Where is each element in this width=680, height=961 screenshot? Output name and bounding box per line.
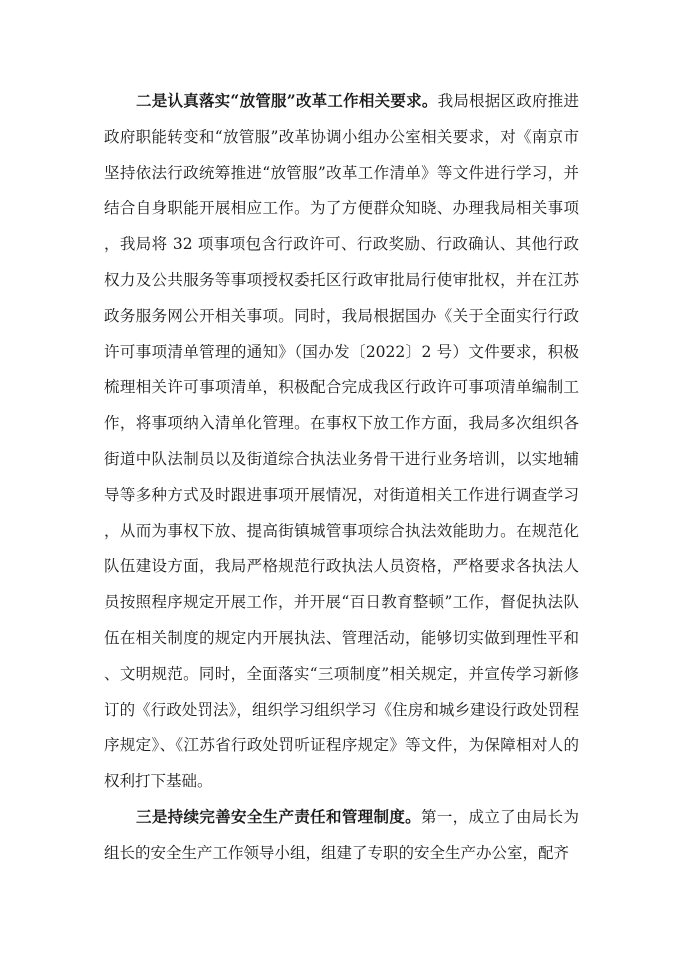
paragraph-body: 我局根据区政府推进政府职能转变和“放管服”改革协调小组办公室相关要求，对《南京市坚持依法行政统筹推进“放管服”改革工作清单》等文件进行学习，并结合自身职能开展相应工作。为了方便群众知晓、办理我局相关事项，我局将 32 项事项包含行政许可、行政奖励、行政确认、其他行政权力及公共服务等事项授权委托区行政审批局行使审批权，并在江苏政务服务网公开相关事项。同时，我局根据国办《关于全面实行行政许可事项清单管理的通知》（国办发〔2022〕2 号）文件要求，积极梳理相关许可事项清单，积极配合完成我区行政许可事项清单编制工作，将事项纳入清单化管理。在事权下放工作方面，我局多次组织各街道中队法制员以及街道综合执法业务骨干进行业务培训，以实地辅导等多种方式及时跟进事项开展情况，对街道相关工作进行调查学习，从而为事权下放、提高街镇城管事项综合执法效能助力。在规范化队伍建设方面，我局严格规范行政执法人员资格，严格要求各执法人员按照程序规定开展工作，并开展“百日教育整顿”工作，督促执法队伍在相关制度的规定内开展执法、管理活动，能够切实做到理性平和、文明规范。同时，全面落实“三项制度”相关规定，并宣传学习新修订的《行政处罚法》，组织学习组织学习《住房和城乡建设行政处罚程序规定》、《江苏省行政处罚听证程序规定》等文件，为保障相对人的权利打下基础。: [104, 92, 579, 791]
paragraph-lead-heading: 三是持续完善安全生产责任和管理制度。: [136, 807, 421, 826]
paragraph-safety-production: [104, 799, 579, 872]
paragraph-text: [104, 799, 579, 872]
paragraph-body: 第一，成立了由局长为组长的安全生产工作领导小组，组建了专职的安全生产办公室，配齐: [104, 808, 579, 862]
paragraph-lead-heading: 二是认真落实“放管服”改革工作相关要求。: [136, 91, 438, 110]
paragraph-text: [104, 83, 579, 800]
paragraph-policy-reform: [104, 83, 579, 800]
